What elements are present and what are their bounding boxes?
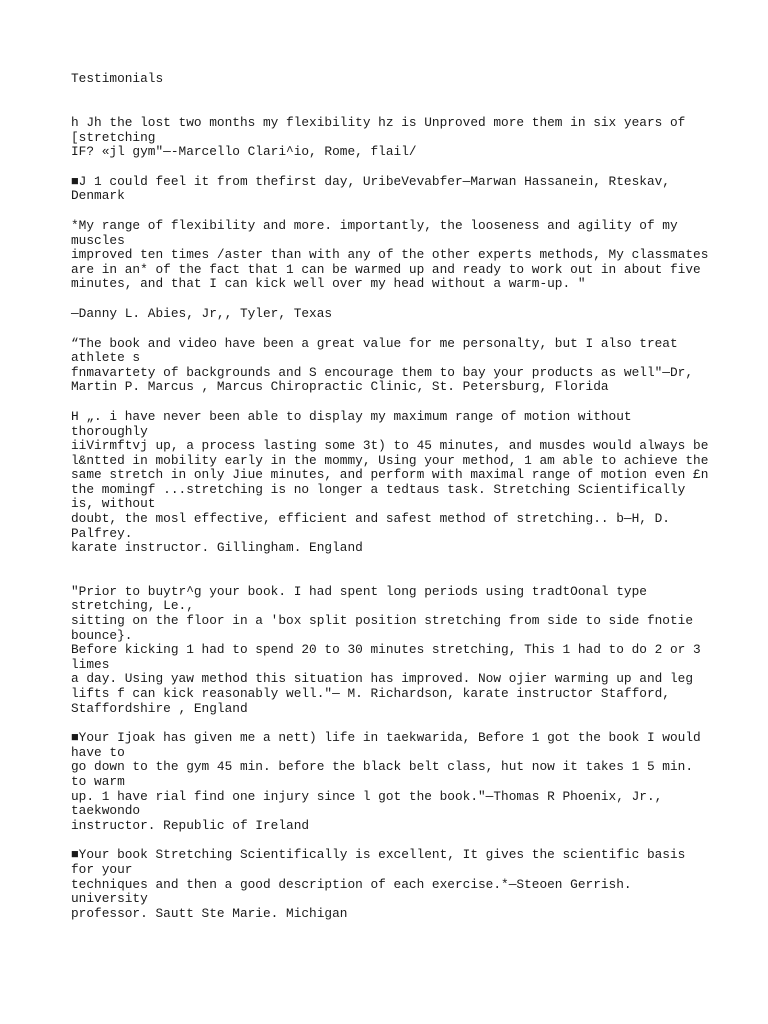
text-line: professor. Sautt Ste Marie. Michigan <box>71 905 348 921</box>
text-line: same stretch in only Jiue minutes, and perform with maximal range of motion even £n <box>71 467 709 483</box>
text-line: for your <box>71 861 133 877</box>
text-line: Denmark <box>71 188 125 204</box>
text-line: limes <box>71 656 110 672</box>
text-line: “The book and video have been a great value for me personalty, but I also treat <box>71 335 678 351</box>
text-line: the momingf ...stretching is no longer a tedtaus task. Stretching Scientifically <box>71 481 686 497</box>
testimonial-paragraph <box>71 175 711 204</box>
text-line: lifts f can kick reasonably well."— M. Richardson, karate instructor Stafford, <box>71 686 670 701</box>
text-line: is, without <box>71 496 156 512</box>
text-line: [stretching <box>71 129 156 145</box>
text-line: are in an* of the fact that 1 can be warmed up and ready to work out in about five <box>71 261 701 277</box>
text-line: university <box>71 891 148 907</box>
testimonial-paragraph <box>71 848 711 921</box>
text-line: taekwondo <box>71 803 141 819</box>
text-line: thoroughly <box>71 423 148 439</box>
text-line: go down to the gym 45 min. before the black belt class, hut now it takes 1 5 min. <box>71 759 694 775</box>
text-line: bounce}. <box>71 627 133 643</box>
text-line: Palfrey. <box>71 525 133 541</box>
text-line: IF? «jl gym"—-Marcello Clari^io, Rome, flail/ <box>71 144 417 160</box>
text-line: techniques and then a good description of each exercise.*—Steoen Gerrish. <box>71 876 632 892</box>
text-line: H „. i have never been able to display my maximum range of motion without <box>71 408 632 424</box>
text-line: h Jh the lost two months my flexibility hz is Unproved more them in six years of <box>71 115 686 130</box>
text-line: stretching, Le., <box>71 598 194 614</box>
text-line: Martin P. Marcus , Marcus Chiropractic Clinic, St. Petersburg, Florida <box>71 379 609 395</box>
text-line: have to <box>71 744 125 760</box>
text-line: minutes, and that I can kick well over my head without a warm-up. " <box>71 276 586 292</box>
testimonial-paragraph <box>71 307 711 322</box>
testimonial-paragraph <box>71 410 711 556</box>
text-line: l&ntted in mobility early in the mommy, Using your method, 1 am able to achieve the <box>71 452 709 468</box>
text-line: a day. Using yaw method this situation has improved. Now ojier warming up and leg <box>71 671 694 687</box>
testimonial-paragraph <box>71 116 711 160</box>
testimonial-paragraph <box>71 585 711 716</box>
text-line: Before kicking 1 had to spend 20 to 30 minutes stretching, This 1 had to do 2 or 3 <box>71 642 701 658</box>
text-line: up. 1 have rial find one injury since l got the book."—Thomas R Phoenix, Jr., <box>71 788 663 804</box>
text-line: "Prior to buytr^g your book. I had spent long periods using tradtOonal type <box>71 583 647 599</box>
testimonial-paragraph <box>71 731 711 833</box>
text-line: karate instructor. Gillingham. England <box>71 540 363 556</box>
text-line: improved ten times /aster than with any of the other experts methods, My classmates <box>71 247 709 263</box>
testimonial-paragraph <box>71 219 711 292</box>
text-line: muscles <box>71 232 125 248</box>
text-line: instructor. Republic of Ireland <box>71 817 310 833</box>
text-line: *My range of flexibility and more. importantly, the looseness and agility of my <box>71 217 678 233</box>
testimonial-paragraph <box>71 337 711 395</box>
text-line: athlete s <box>71 350 141 366</box>
text-line: iiVirmftvj up, a process lasting some 3t) to 45 minutes, and musdes would always be <box>71 438 709 454</box>
text-line: ■Your Ijoak has given me a nett) life in taekwarida, Before 1 got the book I would <box>71 730 701 746</box>
text-line: fnmavartety of backgrounds and S encourage them to bay your products as well"—Dr, <box>71 364 694 380</box>
testimonials-body <box>71 116 711 921</box>
text-line: —Danny L. Abies, Jr,, Tyler, Texas <box>71 305 333 321</box>
text-line: sitting on the floor in a 'box split position stretching from side to side fnotie <box>71 613 694 629</box>
text-line: ■J 1 could feel it from thefirst day, UribeVevabfer—Marwan Hassanein, Rteskav, <box>71 173 670 189</box>
document-page <box>71 72 711 921</box>
text-line: doubt, the mosl effective, efficient and safest method of stretching.. b—H, D. <box>71 511 670 527</box>
text-line: Staffordshire , England <box>71 700 248 716</box>
text-line: ■Your book Stretching Scientifically is excellent, It gives the scientific basis <box>71 847 686 863</box>
text-line: to warm <box>71 773 125 789</box>
page-title: Testimonials <box>71 71 164 86</box>
